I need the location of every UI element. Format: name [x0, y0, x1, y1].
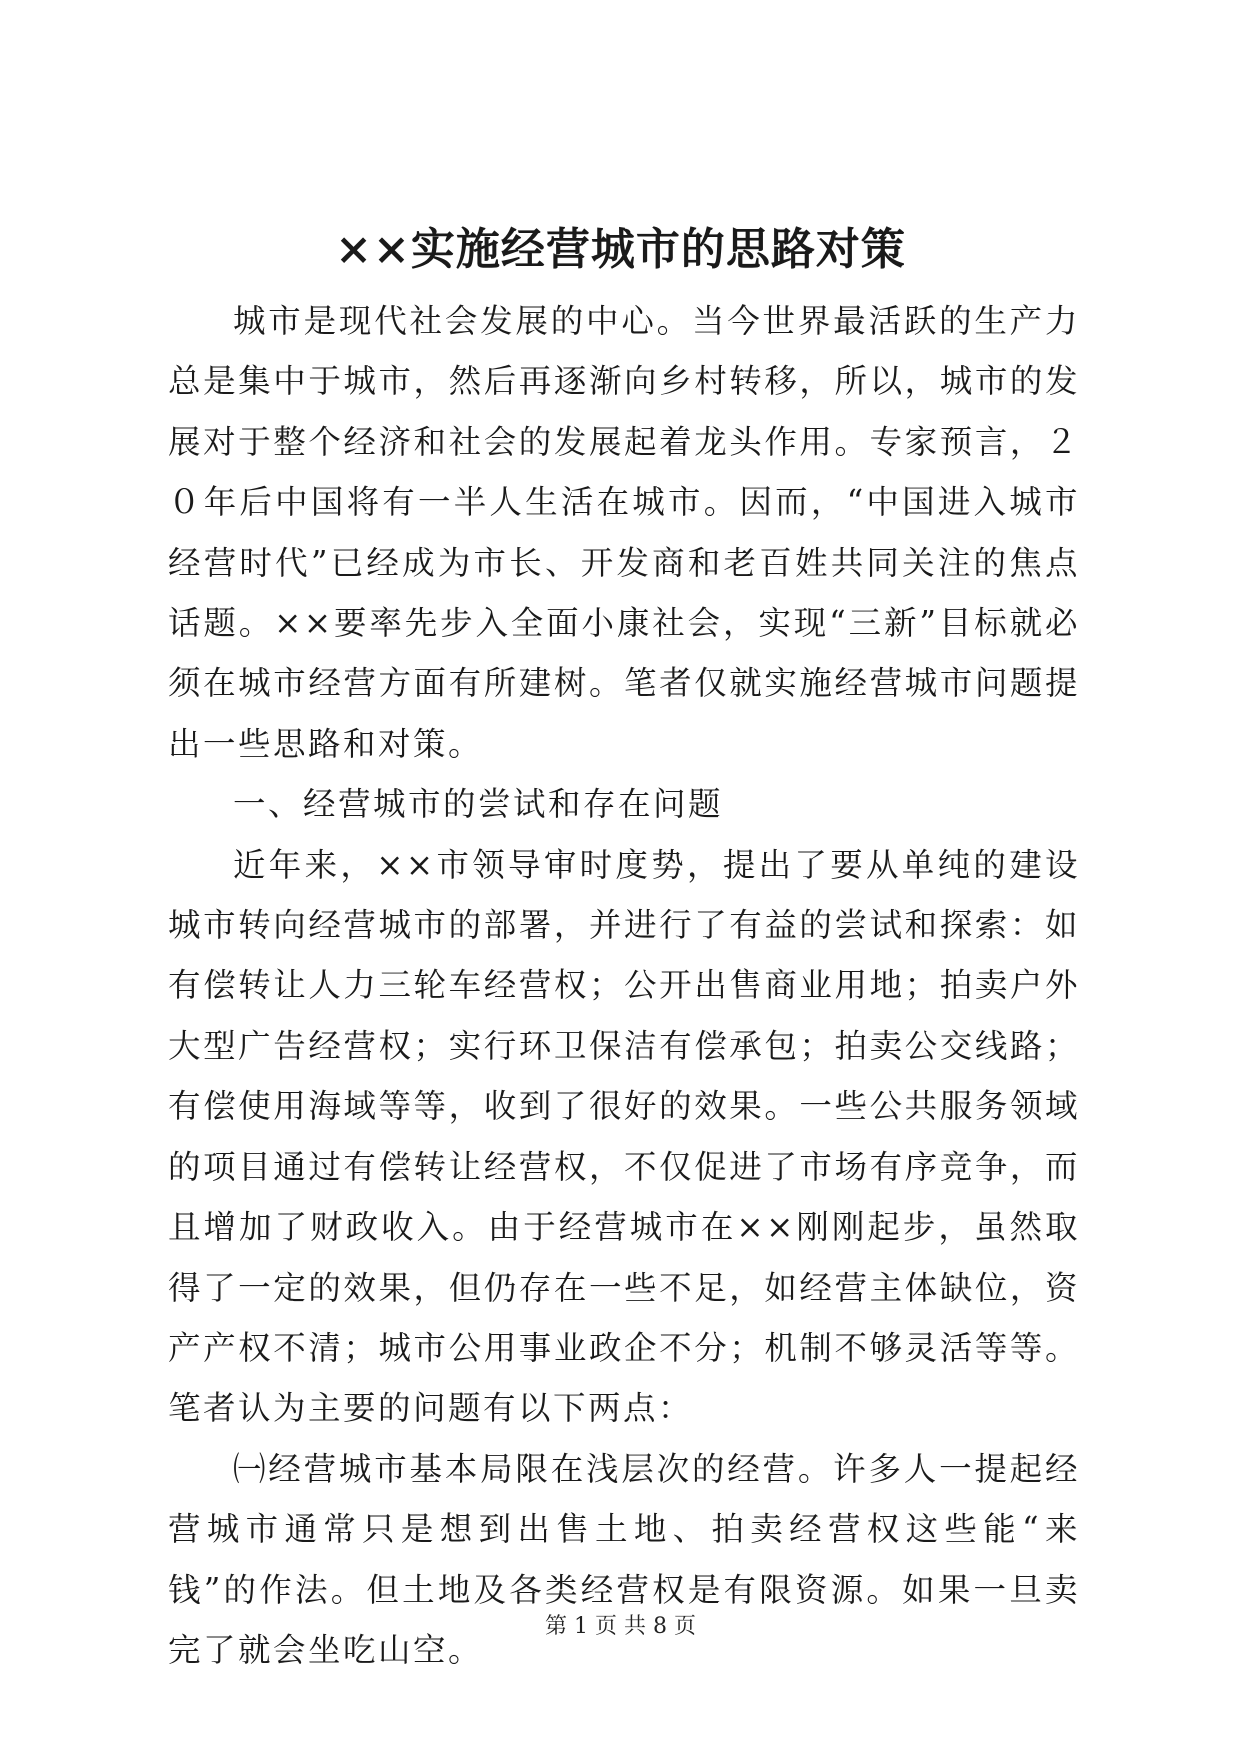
document-body [168, 291, 1080, 1680]
document-title: ××实施经营城市的思路对策 [335, 224, 906, 275]
section-heading: 一、经营城市的尝试和存在问题 [233, 785, 724, 824]
section-paragraph: 近年来，××市领导审时度势，提出了要从单纯的建设城市转向经营城市的部署，并进行了有益的尝试和探索：如有偿转让人力三轮车经营权；公开出售商业用地；拍卖户外大型广告经营权；实行环卫保洁有偿承包；拍卖公交线路；有偿使用海域等等，收到了很好的效果。一些公共服务领域的项目通过有偿转让经营权，不仅促进了市场有序竞争，而且增加了财政收入。由于经营城市在××刚刚起步，虽然取得了一定的效果，但仍存在一些不足，如经营主体缺位，资产产权不清；城市公用事业政企不分；机制不够灵活等等。笔者认为主要的问题有以下两点： [168, 845, 1080, 1428]
intro-paragraph: 城市是现代社会发展的中心。当今世界最活跃的生产力总是集中于城市，然后再逐渐向乡村转移，所以，城市的发展对于整个经济和社会的发展起着龙头作用。专家预言，２０年后中国将有一半人生活在城市。因而，“中国进入城市经营时代”已经成为市长、开发商和老百姓共同关注的焦点话题。××要率先步入全面小康社会，实现“三新”目标就必须在城市经营方面有所建树。笔者仅就实施经营城市问题提出一些思路和对策。 [168, 302, 1080, 763]
page-number-footer: 第 1 页 共 8 页 [545, 1614, 696, 1639]
subsection-paragraph: ㈠经营城市基本局限在浅层次的经营。许多人一提起经营城市通常只是想到出售土地、拍卖经营权这些能“来钱”的作法。但土地及各类经营权是有限资源。如果一旦卖完了就会坐吃山空。 [168, 1449, 1080, 1669]
